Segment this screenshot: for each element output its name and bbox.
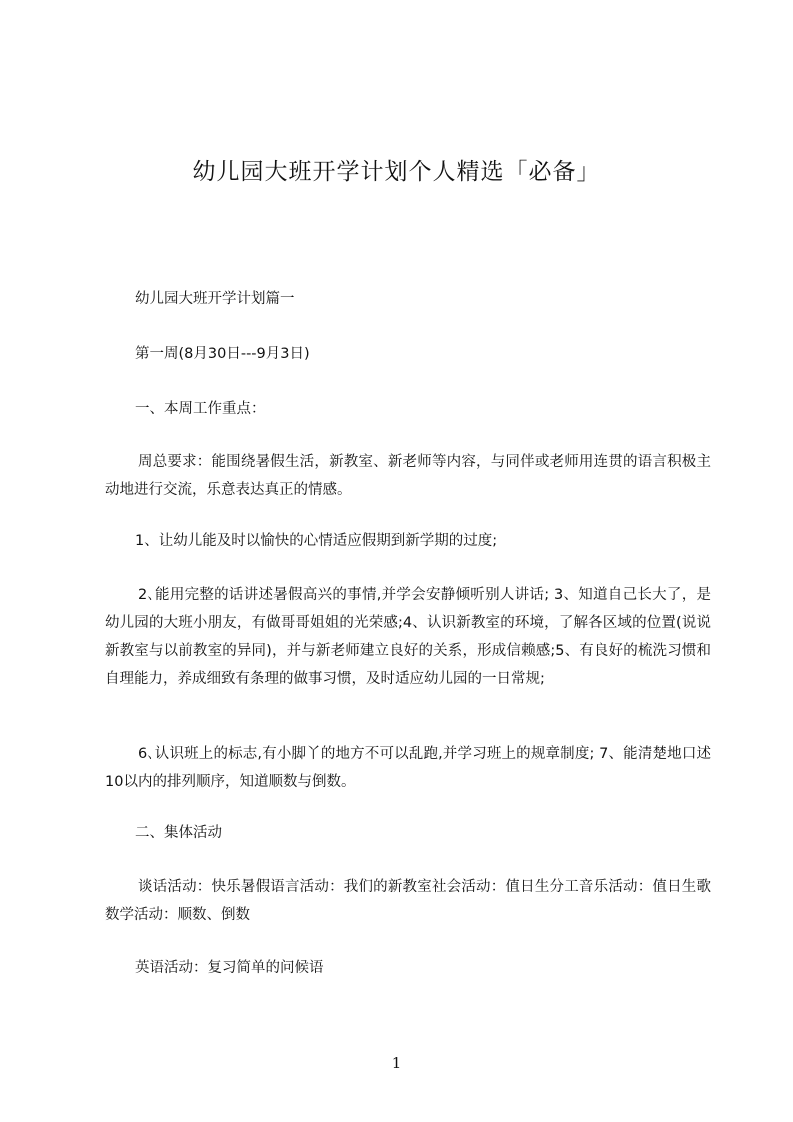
goal-items-2-to-5: 2､能用完整的话讲述暑假高兴的事情,并学会安静倾听别人讲话; 3、知道自己长大了，是幼儿园的大班小朋友，有做哥哥姐姐的光荣感;4、认识新教室的环境，了解各区域的位置(说说新教室与以前教室的异同)，并与新老师建立良好的关系，形成信赖感;5、有良好的梳洗习惯和自理能力，养成细致有条理的做事习惯，及时适应幼儿园的一日常规;	[105, 587, 711, 687]
week-heading: 第一周(8月30日---9月3日)	[135, 346, 310, 362]
english-activity-paragraph: 英语活动：复习简单的问候语	[135, 960, 324, 976]
weekly-requirement-paragraph: 周总要求：能围绕暑假生活，新教室、新老师等内容，与同伴或老师用连贯的语言积极主动地进行交流，乐意表达真正的情感。	[105, 454, 711, 498]
goal-item-1: 1、让幼儿能及时以愉快的心情适应假期到新学期的过度;	[135, 533, 498, 549]
goal-items-6-to-7: 6､认识班上的标志,有小脚丫的地方不可以乱跑,并学习班上的规章制度; 7、能清楚地口述10以内的排列顺序，知道顺数与倒数。	[105, 746, 711, 790]
section-heading-plan: 幼儿园大班开学计划篇一	[135, 291, 295, 307]
collective-activities-heading: 二、集体活动	[135, 825, 222, 841]
page-number: 1	[391, 1054, 402, 1072]
document-title: 幼儿园大班开学计划个人精选「必备」	[192, 159, 601, 186]
work-focus-heading: 一、本周工作重点：	[135, 401, 266, 417]
activities-list-paragraph: 谈话活动：快乐暑假语言活动：我们的新教室社会活动：值日生分工音乐活动：值日生歌数学活动：顺数、倒数	[105, 879, 711, 923]
